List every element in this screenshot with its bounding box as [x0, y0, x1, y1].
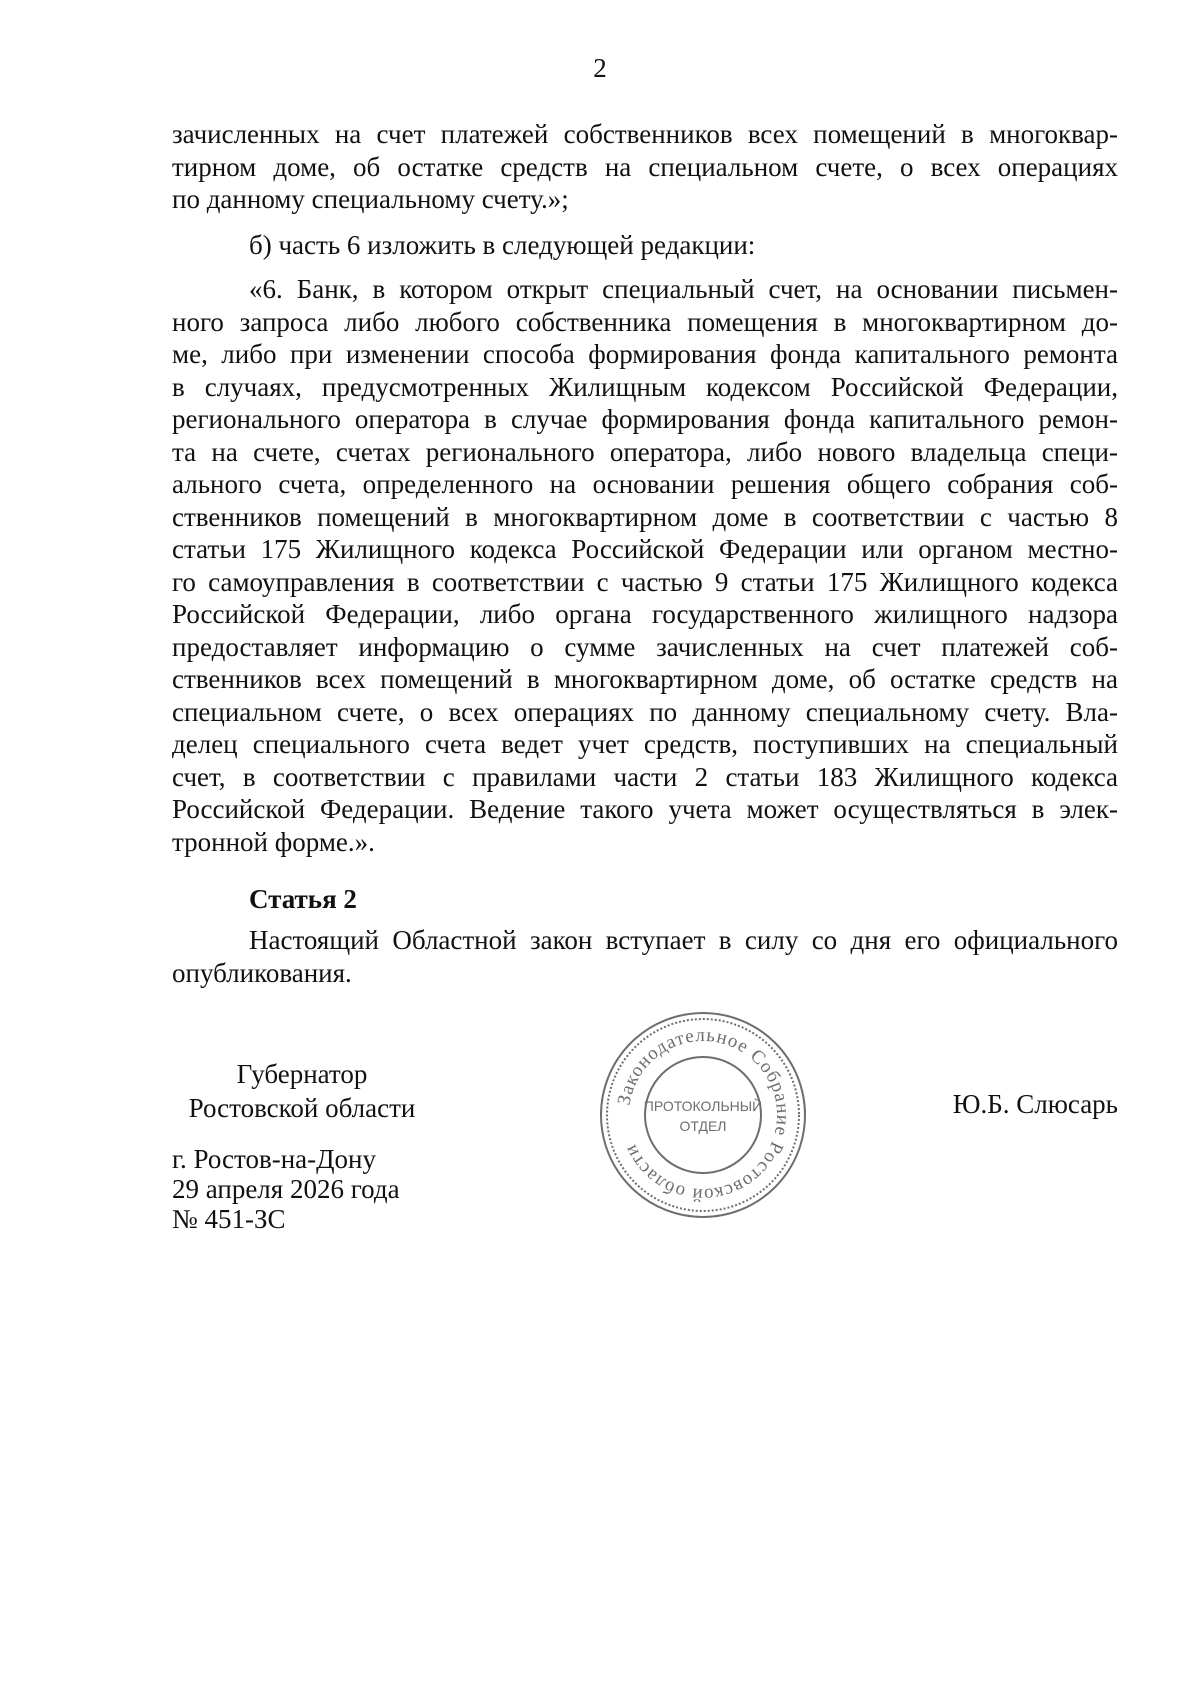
paragraph-continuation: [172, 118, 1118, 216]
text-line: тронной форме.».: [172, 826, 375, 857]
stamp-outer-ring-inner: [607, 1019, 799, 1211]
text-line: ственников всех помещений в многоквартирном доме, об остатке средств на: [172, 664, 1118, 694]
text-line: Настоящий Областной закон вступает в силу со дня его официального: [249, 925, 1118, 955]
text-line: тирном доме, об остатке средств на специальном счете, о всех операциях: [172, 151, 1118, 182]
text-line: делец специального счета ведет учет средств, поступивших на специальный: [172, 729, 1118, 759]
item-b: [172, 229, 1118, 262]
text-line: специальном счете, о всех операциях по данному специальному счету. Вла-: [172, 696, 1118, 727]
text-line: опубликования.: [172, 957, 352, 988]
text-line: «6. Банк, в котором открыт специальный счет, на основании письмен-: [249, 274, 1118, 304]
page-number: 2: [593, 53, 607, 83]
text-line: ного запроса либо любого собственника помещения в многоквартирном до-: [172, 306, 1118, 337]
text-line: статьи 175 Жилищного кодекса Российской Федерации или органом местно-: [172, 534, 1118, 564]
text-line: ме, либо при изменении способа формирования фонда капитального ремонта: [172, 339, 1118, 369]
text-line: регионального оператора в случае формирования фонда капитального ремон-: [172, 404, 1118, 434]
text-line: та на счете, счетах регионального оператора, либо нового владельца специ-: [172, 436, 1118, 467]
article-2-heading: Статья 2: [249, 884, 357, 914]
text-line: в случаях, предусмотренных Жилищным кодексом Российской Федерации,: [172, 371, 1118, 402]
place-date-block: [172, 1144, 400, 1234]
law-number: № 451-ЗС: [172, 1204, 286, 1234]
stamp-center-text: ПРОТОКОЛЬНЫЙ: [643, 1098, 763, 1114]
signatory-title: [172, 1057, 432, 1125]
article-2-text: [172, 924, 1118, 989]
signatory-title-line: Ростовской области: [188, 1093, 416, 1123]
official-stamp: [597, 1009, 809, 1221]
city: г. Ростов-на-Дону: [172, 1144, 377, 1174]
text-line: счет, в соответствии с правилами части 2 статьи 183 Жилищного кодекса: [172, 761, 1118, 792]
text-line: Российской Федерации. Ведение такого учета может осуществляться в элек-: [172, 794, 1118, 824]
signatory-name: Ю.Б. Слюсарь: [952, 1089, 1118, 1119]
text-line: по данному специальному счету.»;: [172, 184, 569, 214]
law-date: 29 апреля 2026 года: [172, 1174, 400, 1204]
stamp-ring-text: Законодательное Собрание Ростовской области: [613, 1024, 794, 1206]
stamp-center-text: ОТДЕЛ: [679, 1118, 727, 1134]
text-line: ального счета, определенного на основании решения общего собрания соб-: [172, 469, 1118, 499]
paragraph-6: [172, 273, 1118, 858]
text-line: Российской Федерации, либо органа государственного жилищного надзора: [172, 599, 1118, 629]
text-line: предоставляет информацию о сумме зачисленных на счет платежей соб-: [172, 631, 1118, 662]
stamp-inner-ring: [645, 1057, 761, 1173]
text-line: ственников помещений в многоквартирном доме в соответствии с частью 8: [172, 501, 1118, 532]
signatory-title-line: Губернатор: [236, 1059, 368, 1089]
text-line: б) часть 6 изложить в следующей редакции:: [249, 230, 756, 260]
text-line: го самоуправления в соответствии с частью 9 статьи 175 Жилищного кодекса: [172, 566, 1118, 597]
text-line: зачисленных на счет платежей собственников всех помещений в многоквар-: [172, 119, 1118, 149]
